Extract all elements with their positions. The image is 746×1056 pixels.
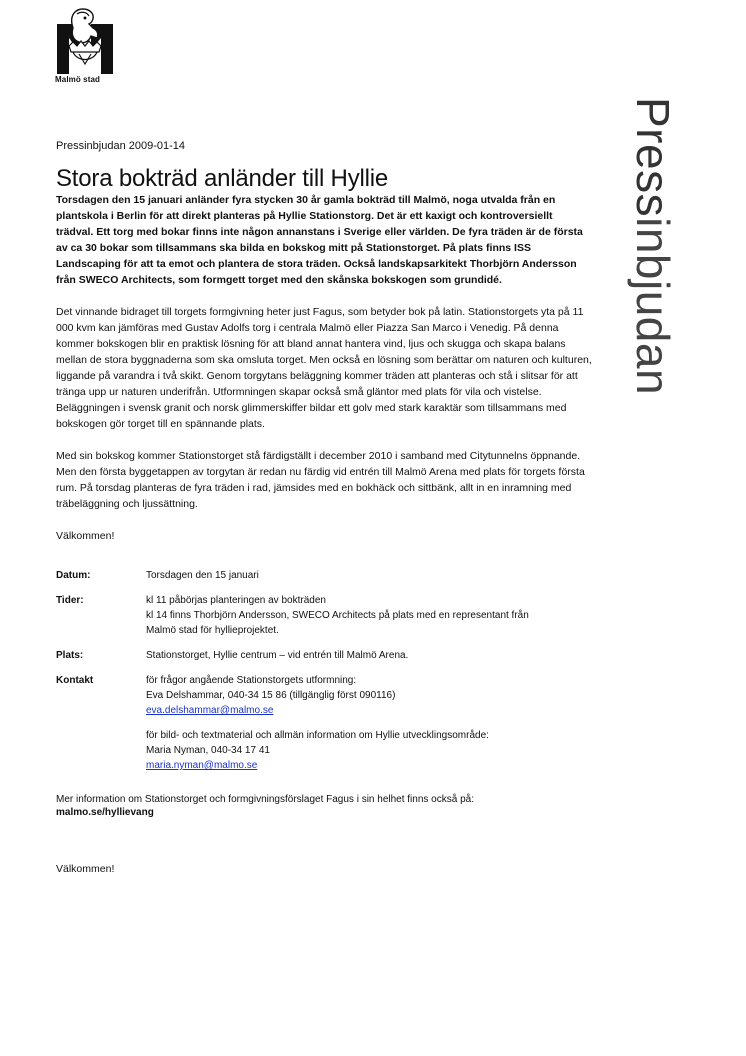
welcome-text: Välkommen! bbox=[56, 530, 115, 542]
more-info-text: Mer information om Stationstorget och formgivningsförslaget Fagus i sin helhet finns också på: bbox=[56, 794, 474, 805]
contact-label: Kontakt bbox=[56, 675, 94, 686]
place-label: Plats: bbox=[56, 650, 84, 661]
lead-paragraph: Torsdagen den 15 januari anländer fyra stycken 30 år gamla bokträd till Malmö, noga utvalda från en plantskola i Berlin för att direkt planteras på Hyllie Stationstorg. Det är ett kaxigt och kontroversiellt trädval. Ett torg med bokar finns inte någon annanstans i Sverige eller världen. De fyra träden är de första av ca 30 bokar som tillsammans ska bilda en bokskog mitt på Stationstorget. På plats finns ISS Landscaping för att ta emot och plantera de stora träden. Också landskapsarkitekt Thorbjörn Andersson från SWECO Architects, som formgett torget med den skånska bokskogen som grundidé. bbox=[56, 194, 583, 286]
times-line: kl 11 påbörjas planteringen av bokträden bbox=[146, 595, 326, 606]
contact-value bbox=[146, 673, 592, 773]
logo bbox=[55, 8, 117, 84]
date-label: Datum: bbox=[56, 570, 91, 581]
contact1-line: Eva Delshammar, 040-34 15 86 (tillgänglig först 090116) bbox=[146, 690, 396, 701]
body-paragraph-1: Det vinnande bidraget till torgets formgivning heter just Fagus, som betyder bok på latin. Stationstorgets yta på 11 000 kvm kan jämföras med Gustav Adolfs torg i centrala Malmö eller Piazza San Marco i Venedig. På denna kommer bokskogen blir en praktisk lösning för att bland annat hantera vind, ljus och skugga och skapa balans mellan de stora byggnaderna som ska omsluta torget. Men också en lösning som berättar om naturen och kulturen, liggande på varandra i två skikt. Genom torgytans beläggning kommer träden att planteras och stå i slitsar för att tränga upp ur naturen underifrån. Utformningen skapar också små gläntor med plats för vila och vistelse. Beläggningen i svensk granit och norsk glimmerskiffer bildar ett golv med stark karaktär som tillsammans med bokskogen gör torget till en spännande plats. bbox=[56, 306, 592, 430]
main-content bbox=[56, 138, 592, 877]
side-title bbox=[604, 97, 679, 457]
body-paragraph-2: Med sin bokskog kommer Stationstorget stå färdigställt i december 2010 i samband med Citytunnelns öppnande. Men den första byggetappen av torgytan är redan nu färdig vid entrén till Malmö Arena med plats för torgets första rum. På torsdag planteras de fyra träden i rad, jämsides med en bokhäck och sittbänk, allt in en inramning med träbeläggning och ljussättning. bbox=[56, 450, 585, 510]
side-title-part1: Press bbox=[627, 97, 679, 218]
more-info bbox=[56, 793, 592, 819]
contact1-email-link[interactable]: eva.delshammar@malmo.se bbox=[146, 705, 274, 716]
times-line: kl 14 finns Thorbjörn Andersson, SWECO Architects på plats med en representant från bbox=[146, 610, 529, 621]
contact2-line: för bild- och textmaterial och allmän information om Hyllie utvecklingsområde: bbox=[146, 730, 489, 741]
times-label: Tider: bbox=[56, 595, 84, 606]
contact2-email-link[interactable]: maria.nyman@malmo.se bbox=[146, 760, 258, 771]
final-welcome: Välkommen! bbox=[56, 863, 115, 875]
contact1-line: för frågor angående Stationstorgets utformning: bbox=[146, 675, 357, 686]
logo-text: Malmö stad bbox=[55, 75, 101, 84]
more-info-link: malmo.se/hyllievang bbox=[56, 807, 154, 818]
date-value: Torsdagen den 15 januari bbox=[146, 570, 259, 581]
times-value bbox=[146, 593, 592, 638]
times-line: Malmö stad för hyllieprojektet. bbox=[146, 625, 279, 636]
headline: Stora bokträd anländer till Hyllie bbox=[56, 165, 389, 192]
side-title-part2: inbjudan bbox=[627, 217, 679, 396]
contact2-line: Maria Nyman, 040-34 17 41 bbox=[146, 745, 270, 756]
place-value: Stationstorget, Hyllie centrum – vid entrén till Malmö Arena. bbox=[146, 650, 409, 661]
event-info bbox=[56, 568, 592, 783]
malmo-griffin-logo-icon bbox=[55, 8, 115, 74]
date-line: Pressinbjudan 2009-01-14 bbox=[56, 140, 186, 152]
